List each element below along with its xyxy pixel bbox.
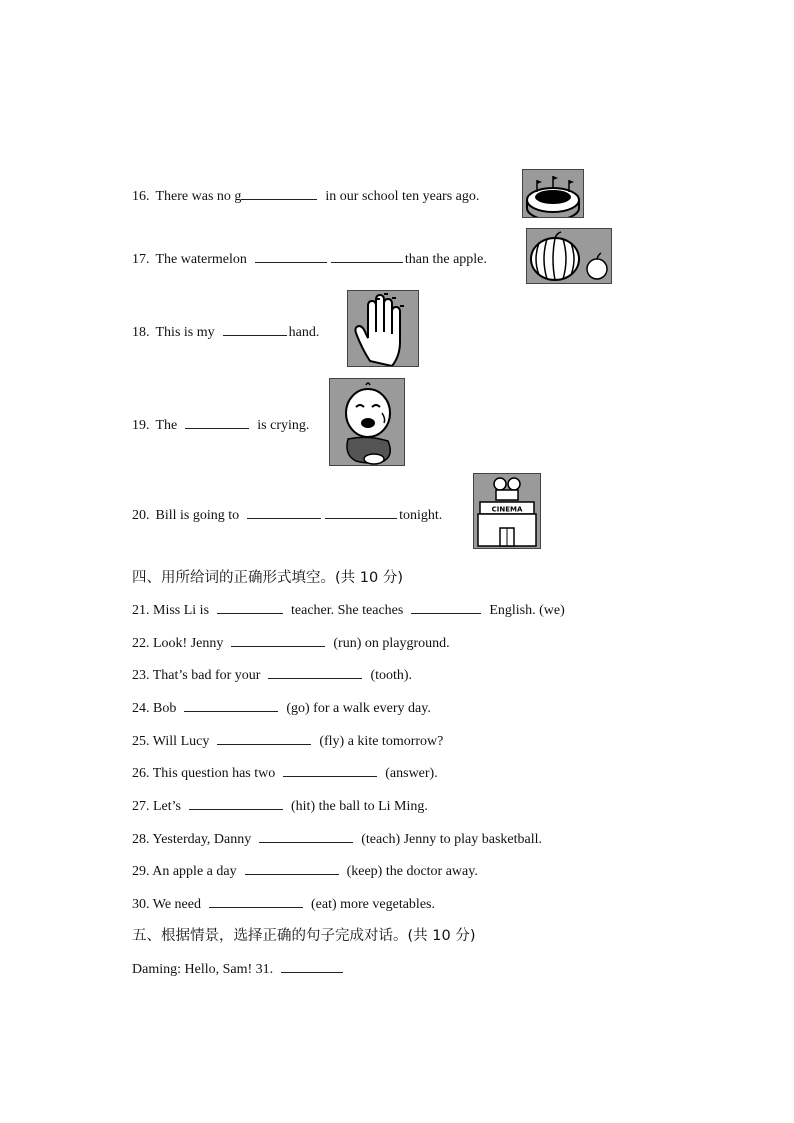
answer-blank[interactable]: [325, 504, 397, 519]
question-number: 18.: [132, 325, 150, 340]
question-text: This is my: [155, 325, 215, 340]
question-text: The watermelon: [155, 252, 247, 267]
question-text: (tooth).: [370, 668, 413, 683]
question-16: [132, 185, 479, 206]
question-text: (hit) the ball to Li Ming.: [291, 799, 428, 814]
question-27: [132, 795, 428, 816]
dialogue-line: [132, 958, 345, 979]
answer-blank[interactable]: [184, 697, 278, 712]
answer-blank[interactable]: [331, 248, 403, 263]
question-28: [132, 828, 542, 849]
answer-blank[interactable]: [189, 795, 283, 810]
cinema-sign: CINEMA: [491, 505, 523, 514]
question-text: in our school ten years ago.: [325, 189, 480, 204]
question-25: [132, 730, 443, 751]
question-17: [132, 248, 487, 269]
answer-blank[interactable]: [231, 632, 325, 647]
cinema-icon: [473, 473, 541, 549]
section-heading: 五、根据情景，选择正确的句子完成对话。(共 10 分): [132, 928, 476, 944]
answer-blank[interactable]: [217, 730, 311, 745]
question-text: (answer).: [385, 766, 438, 781]
question-21: [132, 599, 565, 620]
stadium-icon: [522, 169, 584, 218]
hand-icon: [347, 290, 419, 367]
answer-blank[interactable]: [241, 185, 317, 200]
question-text: tonight.: [399, 508, 443, 523]
question-18: [132, 321, 319, 342]
question-text: is crying.: [257, 418, 310, 433]
answer-blank[interactable]: [281, 958, 343, 973]
question-text: (keep) the doctor away.: [346, 864, 478, 879]
question-text: teacher. She teaches: [291, 603, 404, 618]
answer-blank[interactable]: [217, 599, 283, 614]
question-text: (run) on playground.: [333, 636, 450, 651]
answer-blank[interactable]: [185, 414, 249, 429]
question-number: 17.: [132, 252, 150, 267]
question-number: 19.: [132, 418, 150, 433]
question-text: 30. We need: [132, 897, 201, 912]
question-text: There was no g: [155, 189, 242, 204]
question-23: [132, 664, 412, 685]
answer-blank[interactable]: [411, 599, 481, 614]
answer-blank[interactable]: [268, 664, 362, 679]
question-text: 28. Yesterday, Danny: [132, 832, 252, 847]
question-text: (eat) more vegetables.: [310, 897, 435, 912]
question-30: [132, 893, 435, 914]
answer-blank[interactable]: [223, 321, 287, 336]
question-29: [132, 860, 478, 881]
question-text: (teach) Jenny to play basketball.: [361, 832, 543, 847]
answer-blank[interactable]: [247, 504, 321, 519]
crying-baby-icon: [329, 378, 405, 466]
question-number: 20.: [132, 508, 150, 523]
dialogue-text: Daming: Hello, Sam! 31.: [132, 962, 274, 977]
question-text: than the apple.: [404, 252, 487, 267]
answer-blank[interactable]: [245, 860, 339, 875]
question-text: (go) for a walk every day.: [286, 701, 431, 716]
question-number: 16.: [132, 189, 150, 204]
answer-blank[interactable]: [259, 828, 353, 843]
question-text: 29. An apple a day: [132, 864, 237, 879]
question-text: 23. That’s bad for your: [132, 668, 261, 683]
section-heading: 四、用所给词的正确形式填空。(共 10 分): [132, 570, 403, 586]
question-text: The: [155, 418, 178, 433]
answer-blank[interactable]: [209, 893, 303, 908]
question-19: [132, 414, 309, 435]
question-20: [132, 504, 442, 525]
question-text: 25. Will Lucy: [132, 734, 210, 749]
question-text: 24. Bob: [132, 701, 177, 716]
question-text: 21. Miss Li is: [132, 603, 210, 618]
question-text: 26. This question has two: [132, 766, 276, 781]
question-text: English. (we): [489, 603, 565, 618]
watermelon-apple-icon: [526, 228, 612, 284]
question-26: [132, 762, 438, 783]
question-22: [132, 632, 450, 653]
answer-blank[interactable]: [255, 248, 327, 263]
question-24: [132, 697, 431, 718]
question-text: 22. Look! Jenny: [132, 636, 224, 651]
question-text: Bill is going to: [155, 508, 240, 523]
question-text: hand.: [288, 325, 320, 340]
question-text: 27. Let’s: [132, 799, 181, 814]
answer-blank[interactable]: [283, 762, 377, 777]
question-text: (fly) a kite tomorrow?: [319, 734, 444, 749]
